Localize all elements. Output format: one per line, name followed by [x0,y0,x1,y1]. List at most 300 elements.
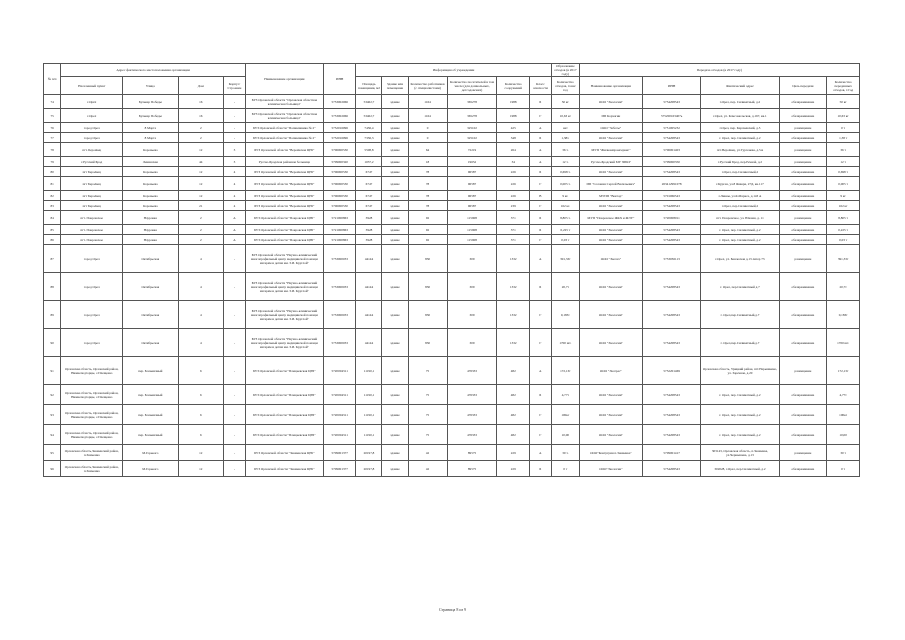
cell-locality: город Орел [61,133,123,143]
cell-recv-addr: пгт. Покровское, ул. Южная, д. 11 [701,211,779,225]
cell-waste-amount: 0,225 т [551,225,579,235]
cell-waste-amount: 4,77т [551,385,579,405]
cell-building: - [224,445,246,461]
cell-recv-inn: 5720008011 [642,211,701,225]
cell-volume: 115908 [447,211,497,225]
cell-class: Г [530,329,552,357]
cell-staff: 830 [408,273,447,301]
cell-inn: 5720004311 [323,357,356,385]
cell-recv-addr: г.Орел, ул. Бенческая д.13 литер 73 [701,245,779,273]
cell-house: 12 [178,191,224,201]
cell-area: 44144 [356,273,382,301]
cell-building: - [224,133,246,143]
cell-recv-name: ООО "Экологии" [579,425,642,445]
cell-waste-amount: 10,00 [551,425,579,445]
cell-locality: город Орел [61,329,123,357]
cell-house: 6 [178,357,224,385]
waste-table [43,63,860,477]
col-recv-name: Наименование организации [579,77,642,95]
cell-waste-amount: 10,63 кг [551,109,579,123]
cell-recv-addr: г.Орел, пер.Силикатный,2 [701,167,779,177]
cell-volume: 365278 [447,95,497,109]
cell-org-name: БУЗ Орловской области "Знаменская ЦРБ" [245,445,323,461]
cell-house: 16 [178,109,224,123]
cell-inn: 5706000530 [323,143,356,157]
cell-volume: 89575 [447,445,497,461]
cell-inn: 5721000863 [323,235,356,245]
cell-waste-amount: 100кг [551,405,579,425]
cell-inn: 5706000530 [323,191,356,201]
cell-house: 4 [178,329,224,357]
cell-waste-amount: 162 кг. [551,201,579,211]
cell-building-type: здание [382,109,408,123]
cell-class: Г [530,301,552,329]
table-row [44,425,860,445]
cell-building-type: здание [382,461,408,477]
cell-recv-name: МУП "Жилкомпромсервис" [579,143,642,157]
cell-class: А [530,157,552,167]
cell-house: 12 [178,177,224,191]
cell-inn: 5720004311 [323,425,356,445]
cell-inn: 5753000033 [323,329,356,357]
cell-locality: пгт Бероёвец [61,201,123,211]
cell-volume: 19652 [447,157,497,167]
cell-class: Б [530,211,552,225]
table-row [44,191,860,201]
cell-waste-amount: 0,005 т. [551,177,579,191]
cell-inn: 5753002066 [323,109,356,123]
cell-no: 76 [44,123,61,133]
cell-class: Г [530,109,552,123]
cell-purpose: обезвреживание [779,385,827,405]
cell-recv-name: ООО "Заботы" [579,123,642,133]
cell-building: 4 [224,201,246,211]
cell-class: Г [530,235,552,245]
cell-street: пер. Больничный [123,357,178,385]
cell-purpose: обезвреживание [779,425,827,445]
cell-staff: 1164 [408,109,447,123]
cell-class: Г [530,177,552,191]
cell-qty: 162 кг [827,201,860,211]
cell-building: А [224,235,246,245]
cell-locality: Орловская область,Знаменский район, п.Знаменка [61,461,123,477]
cell-locality: город Орел [61,273,123,301]
cell-purpose: размещение [779,143,827,157]
cell-street: Бульвар Победы [123,95,178,109]
cell-street: Коровьева [123,167,178,177]
col-volume: Количество посетителей в том числе (для дошкольных, детсадовских) [447,77,497,95]
cell-staff: 75 [408,405,447,425]
col-recv-addr: Фактический адрес [701,77,779,95]
cell-structures: 1332 [497,245,530,273]
cell-waste-amount: нет [551,123,579,133]
cell-waste-amount: 0,698 т. [551,167,579,177]
cell-org-name: БУЗ Орловской области "Покровская ЦРБ" [245,235,323,245]
cell-recv-addr: г. Орел, пер. Силикатный, д.2 [701,405,779,425]
cell-recv-addr: г. Орел, пер. Силикатный, д.2 [701,425,779,445]
cell-waste-amount: 9 кг. [551,191,579,201]
cell-staff: 92 [408,235,447,245]
col-building: Корпус/Строение [224,77,246,95]
cell-qty: 0 т [827,123,860,133]
cell-purpose: обезвреживание [779,235,827,245]
cell-staff: 78 [408,177,447,191]
cell-structures: 1988 [497,95,530,109]
col-locality: Населенный пункт [61,77,123,95]
cell-locality: г.Орёл [61,95,123,109]
cell-building-type: здание [382,157,408,167]
cell-volume: 96587 [447,201,497,211]
cell-recv-name: ООО "Экологии" [579,133,642,143]
cell-waste-amount: 0,03 т [551,235,579,245]
cell-waste-amount: 1,38т. [551,133,579,143]
cell-street: Октябрьская [123,273,178,301]
cell-inn: 5721000863 [323,225,356,235]
cell-building: - [224,95,246,109]
cell-structures: 1988 [497,109,530,123]
cell-street: Бульвар Победы [123,109,178,123]
cell-staff: 0 [408,123,447,133]
cell-org-name: БУЗ Орловской области "Плещеевская ЦРБ" [245,405,323,425]
cell-building: 3 [224,157,246,167]
cell-building-type: здание [382,445,408,461]
cell-volume: 325102 [447,123,497,133]
table-row [44,273,860,301]
cell-locality: Орловская область,Знаменский район, п.Знаменка [61,445,123,461]
cell-volume: 96587 [447,191,497,201]
cell-building-type: здание [382,191,408,201]
cell-org-name: БУЗ Орловской области "Орловская областная клиническая больница" [245,95,323,109]
col-inn: ИНН [323,64,356,95]
cell-no: 84 [44,211,61,225]
cell-no: 87 [44,245,61,273]
cell-class: А [530,445,552,461]
cell-org-name: БУЗ Орловской области "Научно-клинический многопрофильный центр медицинской помощи матерям и детям им. З.И. Круглой" [245,245,323,273]
cell-structures: 482 [497,425,530,445]
cell-house: 21 [178,201,224,211]
cell-inn: 5706000530 [323,177,356,191]
cell-street: Октябрьская [123,329,178,357]
table-row [44,445,860,461]
table-row [44,357,860,385]
cell-recv-name: ООО"Экологии" [579,461,642,477]
cell-no: 89 [44,301,61,329]
col-recv-inn: ИНН [642,77,701,95]
cell-recv-name: МУПП "Вектор" [579,191,642,201]
cell-staff: 0 [408,133,447,143]
cell-purpose: обезвреживание [779,301,827,329]
cell-staff: 64 [408,143,447,157]
cell-class: Б [530,225,552,235]
cell-recv-inn: 5754208543 [642,385,701,405]
cell-class: Б [530,461,552,477]
cell-locality: г.Орел [61,109,123,123]
cell-volume: 476333 [447,405,497,425]
cell-house: 6 [178,425,224,445]
table-row [44,235,860,245]
cell-qty: 10,63 кг [827,109,860,123]
cell-volume: 476333 [447,357,497,385]
cell-street: Октябрьская [123,301,178,329]
cell-org-name: БУЗ Орловской области "Научно-клинический многопрофильный центр медицинской помощи матерям и детям им. З.И. Круглой" [245,329,323,357]
cell-class: Г [530,405,552,425]
cell-recv-addr: г. Орел,пер.Силикатный,д.7 [701,301,779,329]
cell-building-type: здание [382,301,408,329]
cell-street: пер. Больничный [123,425,178,445]
cell-recv-inn: 5754208543 [642,425,701,445]
table-row [44,225,860,235]
cell-recv-name: ООО "Экологии" [579,235,642,245]
cell-staff: 830 [408,329,447,357]
cell-building-type: здание [382,405,408,425]
group-info: Информация об учреждении [356,64,551,77]
cell-area: 20197,8 [356,461,382,477]
cell-staff: 92 [408,211,447,225]
cell-building-type: здание [382,133,408,143]
cell-purpose: обезвреживание [779,405,827,425]
cell-area: 53462,7 [356,95,382,109]
cell-no: 78 [44,143,61,157]
cell-building: - [224,123,246,133]
cell-purpose: размещение [779,445,827,461]
cell-street: Науровка [123,235,178,245]
cell-building-type: здание [382,177,408,191]
cell-house: 4 [178,273,224,301]
cell-recv-inn: 5754208543 [642,133,701,143]
cell-qty: 1700 шт. [827,329,860,357]
cell-structures: 371 [497,211,530,225]
cell-structures: 371 [497,235,530,245]
cell-area: 44144 [356,301,382,329]
cell-inn: 5753000033 [323,273,356,301]
cell-locality: пгт. Покровское [61,235,123,245]
table-row [44,177,860,191]
cell-recv-addr: г.Орел, пер. Карачевский, д.5 [701,123,779,133]
cell-waste-amount: 30 т. [551,445,579,461]
cell-locality: Орловская область, Орловский район, Нижнеподгорцы, с.Плещеево [61,405,123,425]
group-waste: Образование отходов (в 2017 году) [551,64,579,77]
cell-no: 95 [44,445,61,461]
cell-recv-name: ООО"Контргрин п.Знаменка" [579,445,642,461]
cell-org-name: БУЗ Орловской области "Научно-клинический многопрофильный центр медицинской помощи матерям и детям им. З.И. Круглой" [245,301,323,329]
cell-recv-name: МУП "Покровское ЖКХ и ЖЭУ" [579,211,642,225]
cell-area: 44144 [356,329,382,357]
cell-purpose: обезвреживание [779,461,827,477]
cell-org-name: БУЗ Орловской области "Вероёвская ЦРБ" [245,167,323,177]
cell-area: 53462,7 [356,109,382,123]
cell-locality: г.Русский Брод [61,157,123,167]
cell-building: А [224,225,246,235]
cell-recv-name: ООО "Экологии" [579,167,642,177]
cell-staff: 18 [408,157,447,167]
cell-qty: 0,03 т [827,235,860,245]
cell-area: 3928 [356,235,382,245]
cell-staff: 42 [408,445,447,461]
cell-building-type: здание [382,357,408,385]
cell-volume: 309 [447,329,497,357]
cell-structures: 482 [497,385,530,405]
cell-qty: 9 кг [827,191,860,201]
cell-building-type: здание [382,385,408,405]
cell-org-name: БУЗ Орловской области "Плещеевская ЦРБ" [245,385,323,405]
cell-building: А [224,211,246,225]
cell-recv-name: Русско-Бродский МУ ЧПКУ [579,157,642,167]
cell-purpose: обезвреживание [779,133,827,143]
cell-inn: 5706000530 [323,201,356,211]
cell-volume: 309 [447,273,497,301]
cell-recv-name: ООО "Экологии" [579,329,642,357]
col-no: № п/п [44,64,61,95]
col-qty: Количество переданных отходов, т/год [827,77,860,95]
cell-qty: 8,805 т [827,211,860,225]
table-body [44,95,860,477]
cell-qty: 0,005 т [827,177,860,191]
cell-recv-name: ООО "Экологии" [579,201,642,211]
cell-area: 1037,2 [356,157,382,167]
cell-recv-name: ООО "Экологии" [579,273,642,301]
cell-building-type: здание [382,123,408,133]
cell-qty: 50 кг [827,95,860,109]
cell-structures: 482 [497,357,530,385]
cell-staff: 42 [408,461,447,477]
cell-staff: 78 [408,167,447,177]
cell-street: Коровьева [123,191,178,201]
cell-no: 90 [44,329,61,357]
cell-street: Коровьева [123,143,178,157]
cell-class: А [530,357,552,385]
cell-recv-name: ООО "Экологии" [579,385,642,405]
cell-class: Б [530,95,552,109]
cell-org-name: БУЗ Орловской области "Поликлиника № 2" [245,123,323,133]
cell-staff: 78 [408,201,447,211]
cell-recv-inn: 5709000350 [642,157,701,167]
cell-recv-addr: г. Орел, пер. Силикатный, д.2 [701,235,779,245]
cell-qty: 10,00 [827,425,860,445]
cell-area: 20197,8 [356,445,382,461]
cell-area: 44144 [356,245,382,273]
cell-building-type: здание [382,329,408,357]
cell-org-name: БУЗ Орловской области "Орловская областная клиническая больница" [245,109,323,123]
cell-recv-inn: 5754208543 [642,95,701,109]
cell-recv-addr: г.Русский Брод, пер.Речной, д.2 [701,157,779,167]
cell-no: 77 [44,133,61,143]
cell-inn: 5709000320 [323,157,356,167]
cell-waste-amount: 20,7т [551,273,579,301]
cell-recv-inn: 5754208543 [642,405,701,425]
cell-area: 11190,1 [356,385,382,405]
cell-qty: 391,33т [827,245,860,273]
cell-street: 8 Марта [123,133,178,143]
cell-house: 2 [178,211,224,225]
cell-org-name: БУЗ Орловской области "Покровская ЦРБ" [245,225,323,235]
cell-recv-addr: Орловская область, Урицкий район, пгт.Нарышкино, ул. Заречная, д.20 [701,357,779,385]
cell-street: пер. Больничный [123,385,178,405]
cell-recv-inn: 575200163407ь [642,109,701,123]
cell-purpose: обезвреживание [779,95,827,109]
cell-class: Б [530,385,552,405]
cell-recv-addr: г. Орел, пер.Силикатный д.7 [701,273,779,301]
cell-street: Ленинская [123,157,178,167]
col-area: Площадь помещения, м2 [356,77,382,95]
cell-structures: 1332 [497,273,530,301]
cell-recv-name: ООО "Экотрас" [579,357,642,385]
cell-waste-amount: 50 кг [551,95,579,109]
cell-purpose: обезвреживание [779,273,827,301]
cell-area: 3928 [356,225,382,235]
cell-volume: 309 [447,301,497,329]
table-row [44,123,860,133]
cell-qty: 4,77т [827,385,860,405]
cell-no: 85 [44,225,61,235]
cell-recv-name: ИП "Солонин Сергей Васильевич" [579,177,642,191]
cell-street: Коровьева [123,201,178,211]
table-row [44,461,860,477]
cell-recv-name: ООО "Экологии" [579,301,642,329]
cell-waste-amount: 172,13т [551,357,579,385]
cell-area: 5508,8 [356,143,382,157]
cell-inn: 5753002066 [323,95,356,109]
cell-structures: 1332 [497,329,530,357]
cell-building-type: здание [382,425,408,445]
cell-structures: 226 [497,191,530,201]
cell-inn: 5720004311 [323,385,356,405]
cell-staff: 92 [408,225,447,235]
cell-recv-addr: г.Ливны, ул.К.Маркса, д.143 А [701,191,779,201]
cell-inn: 5753000033 [323,301,356,329]
group-address: Адрес фактического местоположения организации [61,64,245,77]
cell-volume: 115908 [447,225,497,235]
table-row [44,405,860,425]
cell-staff: 830 [408,301,447,329]
cell-class: Б [530,273,552,301]
cell-no: 83 [44,201,61,211]
cell-purpose: размещение [779,357,827,385]
cell-locality: город Орел [61,123,123,133]
col-org-name: Наименование организации [245,64,323,95]
cell-house: 12 [178,461,224,477]
cell-staff: 78 [408,191,447,201]
cell-recv-addr: г. Орел, пер. Силикатный, д.2 [701,133,779,143]
cell-purpose: размещение [779,211,827,225]
cell-qty: 0,225 т [827,225,860,235]
cell-qty: 0 т [827,461,860,477]
cell-structures: 371 [497,225,530,235]
cell-inn: 5753000033 [323,245,356,273]
cell-locality: Орловская область, Орловский район, Нижнеподгорцы, с.Плещеево [61,357,123,385]
group-transfer: Передача отходов (в 2017 году) [579,64,859,77]
cell-recv-inn: 5754208543 [642,201,701,211]
cell-building: - [224,109,246,123]
cell-recv-inn: 5751005232 [642,123,701,133]
cell-recv-inn: 5754208543 [642,301,701,329]
cell-no: 86 [44,235,61,245]
cell-house: 2 [178,133,224,143]
cell-volume: 115908 [447,235,497,245]
cell-org-name: БУЗ Орловской области "Плещеевская ЦРБ" [245,357,323,385]
cell-structures: 229 [497,461,530,477]
col-waste-amount: Количество отходов, тонн/год [551,77,579,95]
cell-no: 96 [44,461,61,477]
cell-recv-addr: г. Орел, пер. Силикатный, д.2 [701,225,779,235]
cell-structures: 425 [497,123,530,133]
cell-area: 6747 [356,201,382,211]
cell-street: Коровьева [123,177,178,191]
cell-structures: 264 [497,143,530,157]
cell-recv-inn: 5752201469 [642,357,701,385]
cell-street: 8 Марта [123,123,178,133]
cell-street: Октябрьская [123,245,178,273]
cell-area: 6747 [356,167,382,177]
